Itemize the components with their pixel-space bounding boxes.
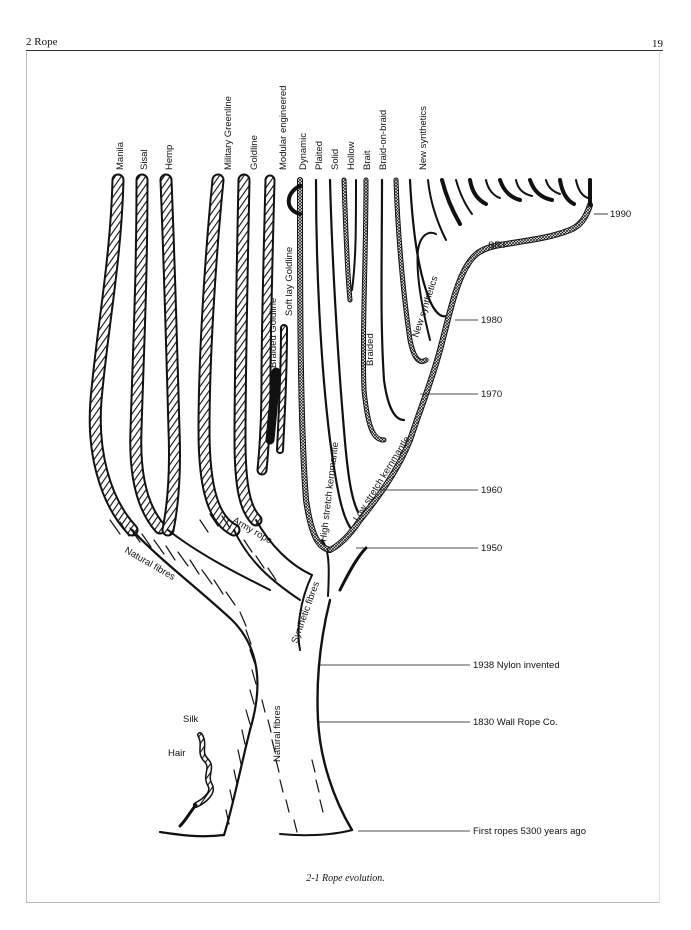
- page-number: 19: [652, 38, 663, 50]
- label-srt: SRT: [488, 240, 507, 251]
- timeline-1950: 1950: [481, 543, 503, 554]
- top-label-hollow: Hollow: [346, 141, 357, 170]
- figure-caption: 2-1 Rope evolution.: [306, 873, 385, 884]
- label-synthetic-fibres: Synthetic fibres: [289, 580, 323, 646]
- label-new-synthetics: New synthetics: [410, 274, 441, 339]
- timeline-1960: 1960: [481, 485, 503, 496]
- chapter-title: 2 Rope: [26, 36, 58, 48]
- timeline-1830: 1830 Wall Rope Co.: [473, 717, 558, 728]
- label-hair: Hair: [168, 748, 186, 759]
- timeline-first-ropes: First ropes 5300 years ago: [473, 826, 587, 837]
- timeline-1938: 1938 Nylon invented: [473, 660, 560, 671]
- top-label-brait: Brait: [362, 150, 373, 170]
- label-natural-fibres-upper: Natural fibres: [122, 545, 177, 583]
- top-label-solid: Solid: [330, 148, 341, 170]
- top-label-sisal: Sisal: [139, 149, 150, 170]
- label-soft-lay-goldline: Soft lay Goldline: [284, 246, 295, 316]
- top-label-hemp: Hemp: [164, 144, 175, 170]
- top-label-dynamic: Dynamic: [298, 133, 309, 170]
- top-label-braid-on-braid: Braid-on-braid: [378, 109, 389, 170]
- timeline-1970: 1970: [481, 389, 503, 400]
- timeline-labels: [473, 209, 631, 837]
- top-label-military-greenline: Military Greenline: [223, 96, 234, 170]
- label-natural-fibres-lower: Natural fibres: [272, 705, 283, 762]
- label-silk: Silk: [183, 714, 199, 725]
- label-low-stretch-kernmantle: Low stretch kernmantle: [351, 434, 413, 524]
- label-high-stretch-kernmantle: High stretch kernmantle: [318, 441, 342, 543]
- timeline-1990: 1990: [610, 209, 632, 220]
- label-braided-goldline: Braided Goldline: [268, 297, 279, 368]
- natural-rope-strands: [95, 180, 284, 530]
- label-army-rope: Army rope: [230, 515, 274, 547]
- top-labels: [115, 85, 429, 170]
- top-label-new-synthetics: New synthetics: [418, 106, 429, 170]
- label-braided: Braided: [365, 333, 376, 366]
- top-label-goldline: Goldline: [249, 135, 260, 170]
- top-label-modular-engineered: Modular engineered: [278, 85, 289, 170]
- top-label-manila: Manila: [115, 142, 126, 170]
- top-label-plaited: Plaited: [314, 140, 325, 170]
- timeline-1980: 1980: [481, 315, 503, 326]
